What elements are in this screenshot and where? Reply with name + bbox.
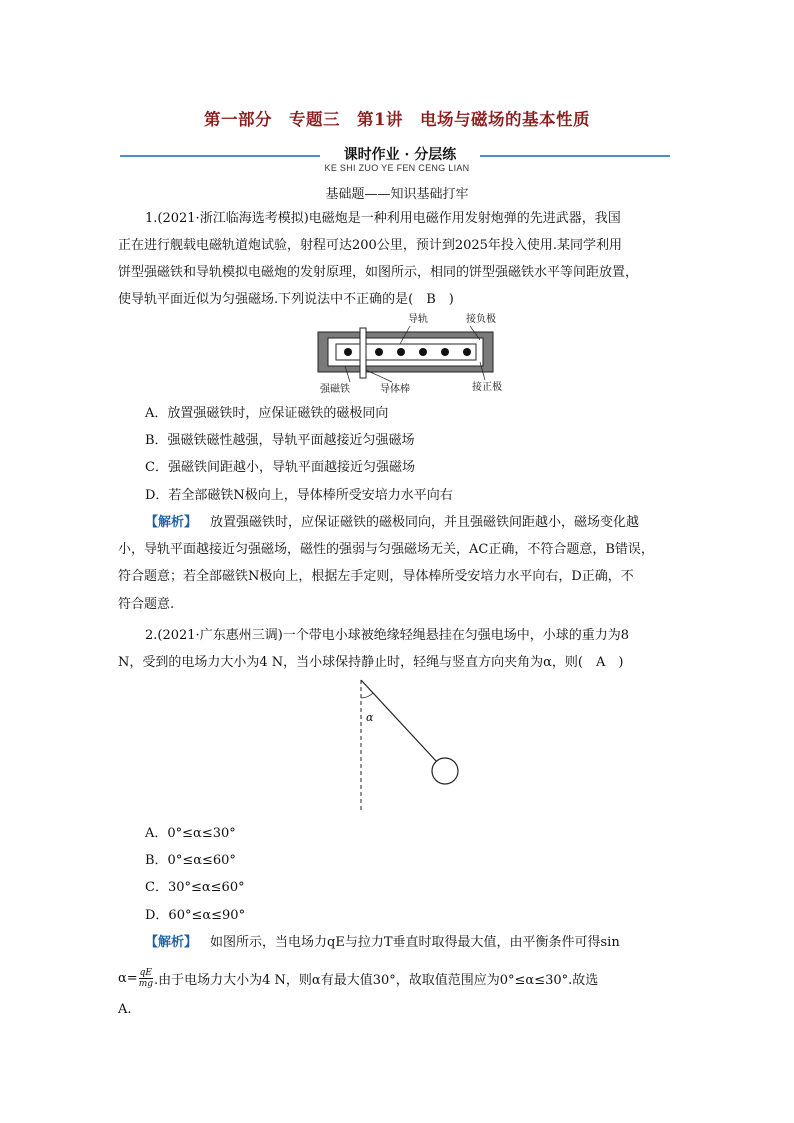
question-1-line: 饼型强磁铁和导轨模拟电磁炮的发射原理，如图所示，相同的饼型强磁铁水平等间距放置，: [118, 265, 639, 281]
question-2-stem-cont: [118, 649, 688, 676]
question-2-stem: [145, 622, 685, 649]
question-2-line: N，受到的电场力大小为4 N，当小球保持静止时，轻绳与竖直方向夹角为α，则( A ): [118, 655, 624, 670]
conductor-rod: [360, 328, 366, 378]
magnet-dot: [397, 348, 405, 356]
question-2-line: 2.(2021·广东惠州三调)一个带电小球被绝缘轻绳悬挂在匀强电场中，小球的重力为8: [145, 628, 630, 643]
railgun-figure: [300, 310, 515, 400]
label-rail: 导轨: [408, 314, 428, 325]
label-magnet: 强磁铁: [320, 384, 350, 395]
option-b: B．0°≤α≤60°: [145, 853, 236, 869]
question-1-analysis: [118, 509, 688, 618]
question-1-line: 使导轨平面近似为匀强磁场.下列说法中不正确的是( B ): [118, 292, 454, 308]
option-d: D．60°≤α≤90°: [145, 907, 246, 923]
section-heading: 基础题——知识基础打牢: [325, 187, 469, 202]
question-2-options: [145, 820, 685, 929]
magnet-dot: [344, 348, 352, 356]
option-a: A．放置强磁铁时，应保证磁铁的磁极同向: [145, 406, 389, 421]
analysis-line: [118, 509, 688, 536]
analysis-line: A.: [118, 1002, 132, 1017]
option-c: C．30°≤α≤60°: [145, 880, 245, 896]
analysis-line: [118, 962, 688, 994]
fraction: [139, 968, 153, 989]
option-d: D．若全部磁铁N极向上，导体棒所受安培力水平向右: [145, 487, 453, 503]
option-c: C．强磁铁间距越小，导轨平面越接近匀强磁场: [145, 460, 415, 476]
banner-pinyin: KE SHI ZUO YE FEN CENG LIAN: [324, 163, 470, 173]
question-1-options: [145, 400, 685, 509]
analysis-tag: 【解析】: [145, 935, 198, 950]
page-title: 第一部分 专题三 第1讲 电场与磁场的基本性质: [204, 110, 590, 129]
question-1-stem-cont: [118, 232, 688, 314]
analysis-line: 小，导轨平面越接近匀强磁场，磁性的强弱与匀强磁场无关，AC正确，不符合题意，B错误，: [118, 542, 654, 558]
magnet-dot: [419, 348, 427, 356]
analysis-line: 符合题意.: [118, 596, 175, 612]
label-rod: 导体棒: [380, 384, 410, 395]
banner-title: 课时作业 · 分层练: [343, 147, 457, 163]
option-b: B．强磁铁磁性越强，导轨平面越接近匀强磁场: [145, 433, 415, 449]
question-2-analysis: [118, 929, 688, 1017]
magnet-dot: [375, 348, 383, 356]
analysis-line: [118, 929, 688, 956]
magnet-dot: [441, 348, 449, 356]
pendulum-figure: [340, 676, 480, 816]
rail-track: [336, 344, 476, 360]
alpha-equals: α=: [118, 970, 138, 986]
charged-ball: [432, 758, 458, 784]
analysis-text: 如图所示，当电场力qE与拉力T垂直时取得最大值，由平衡条件可得sin: [210, 935, 620, 950]
question-1-line: 1.(2021·浙江临海选考模拟)电磁炮是一种利用电磁作用发射炮弹的先进武器，我国: [145, 211, 621, 226]
analysis-text: 放置强磁铁时，应保证磁铁的磁极同向，并且强磁铁间距越小，磁场变化越: [210, 515, 640, 530]
question-1-line: 正在进行舰载电磁轨道炮试验，射程可达200公里，预计到2025年投入使用.某同学利用: [118, 238, 623, 253]
fraction-numerator: qE: [139, 967, 153, 978]
fraction-denominator: mg: [138, 978, 153, 989]
analysis-tag: 【解析】: [145, 515, 198, 530]
label-positive: 接正极: [472, 382, 502, 393]
analysis-line: 符合题意；若全部磁铁N极向上，根据左手定则，导体棒所受安培力水平向右，D正确，不: [118, 569, 634, 585]
option-a: A．0°≤α≤30°: [145, 826, 236, 841]
analysis-text: .由于电场力大小为4 N，则α有最大值30°，故取值范围应为0°≤α≤30°.故选: [154, 972, 599, 988]
angle-arc: [361, 693, 373, 698]
question-1-stem: [145, 205, 685, 232]
label-negative: 接负极: [466, 314, 496, 325]
angle-label: α: [366, 711, 374, 724]
magnet-dot: [463, 348, 471, 356]
